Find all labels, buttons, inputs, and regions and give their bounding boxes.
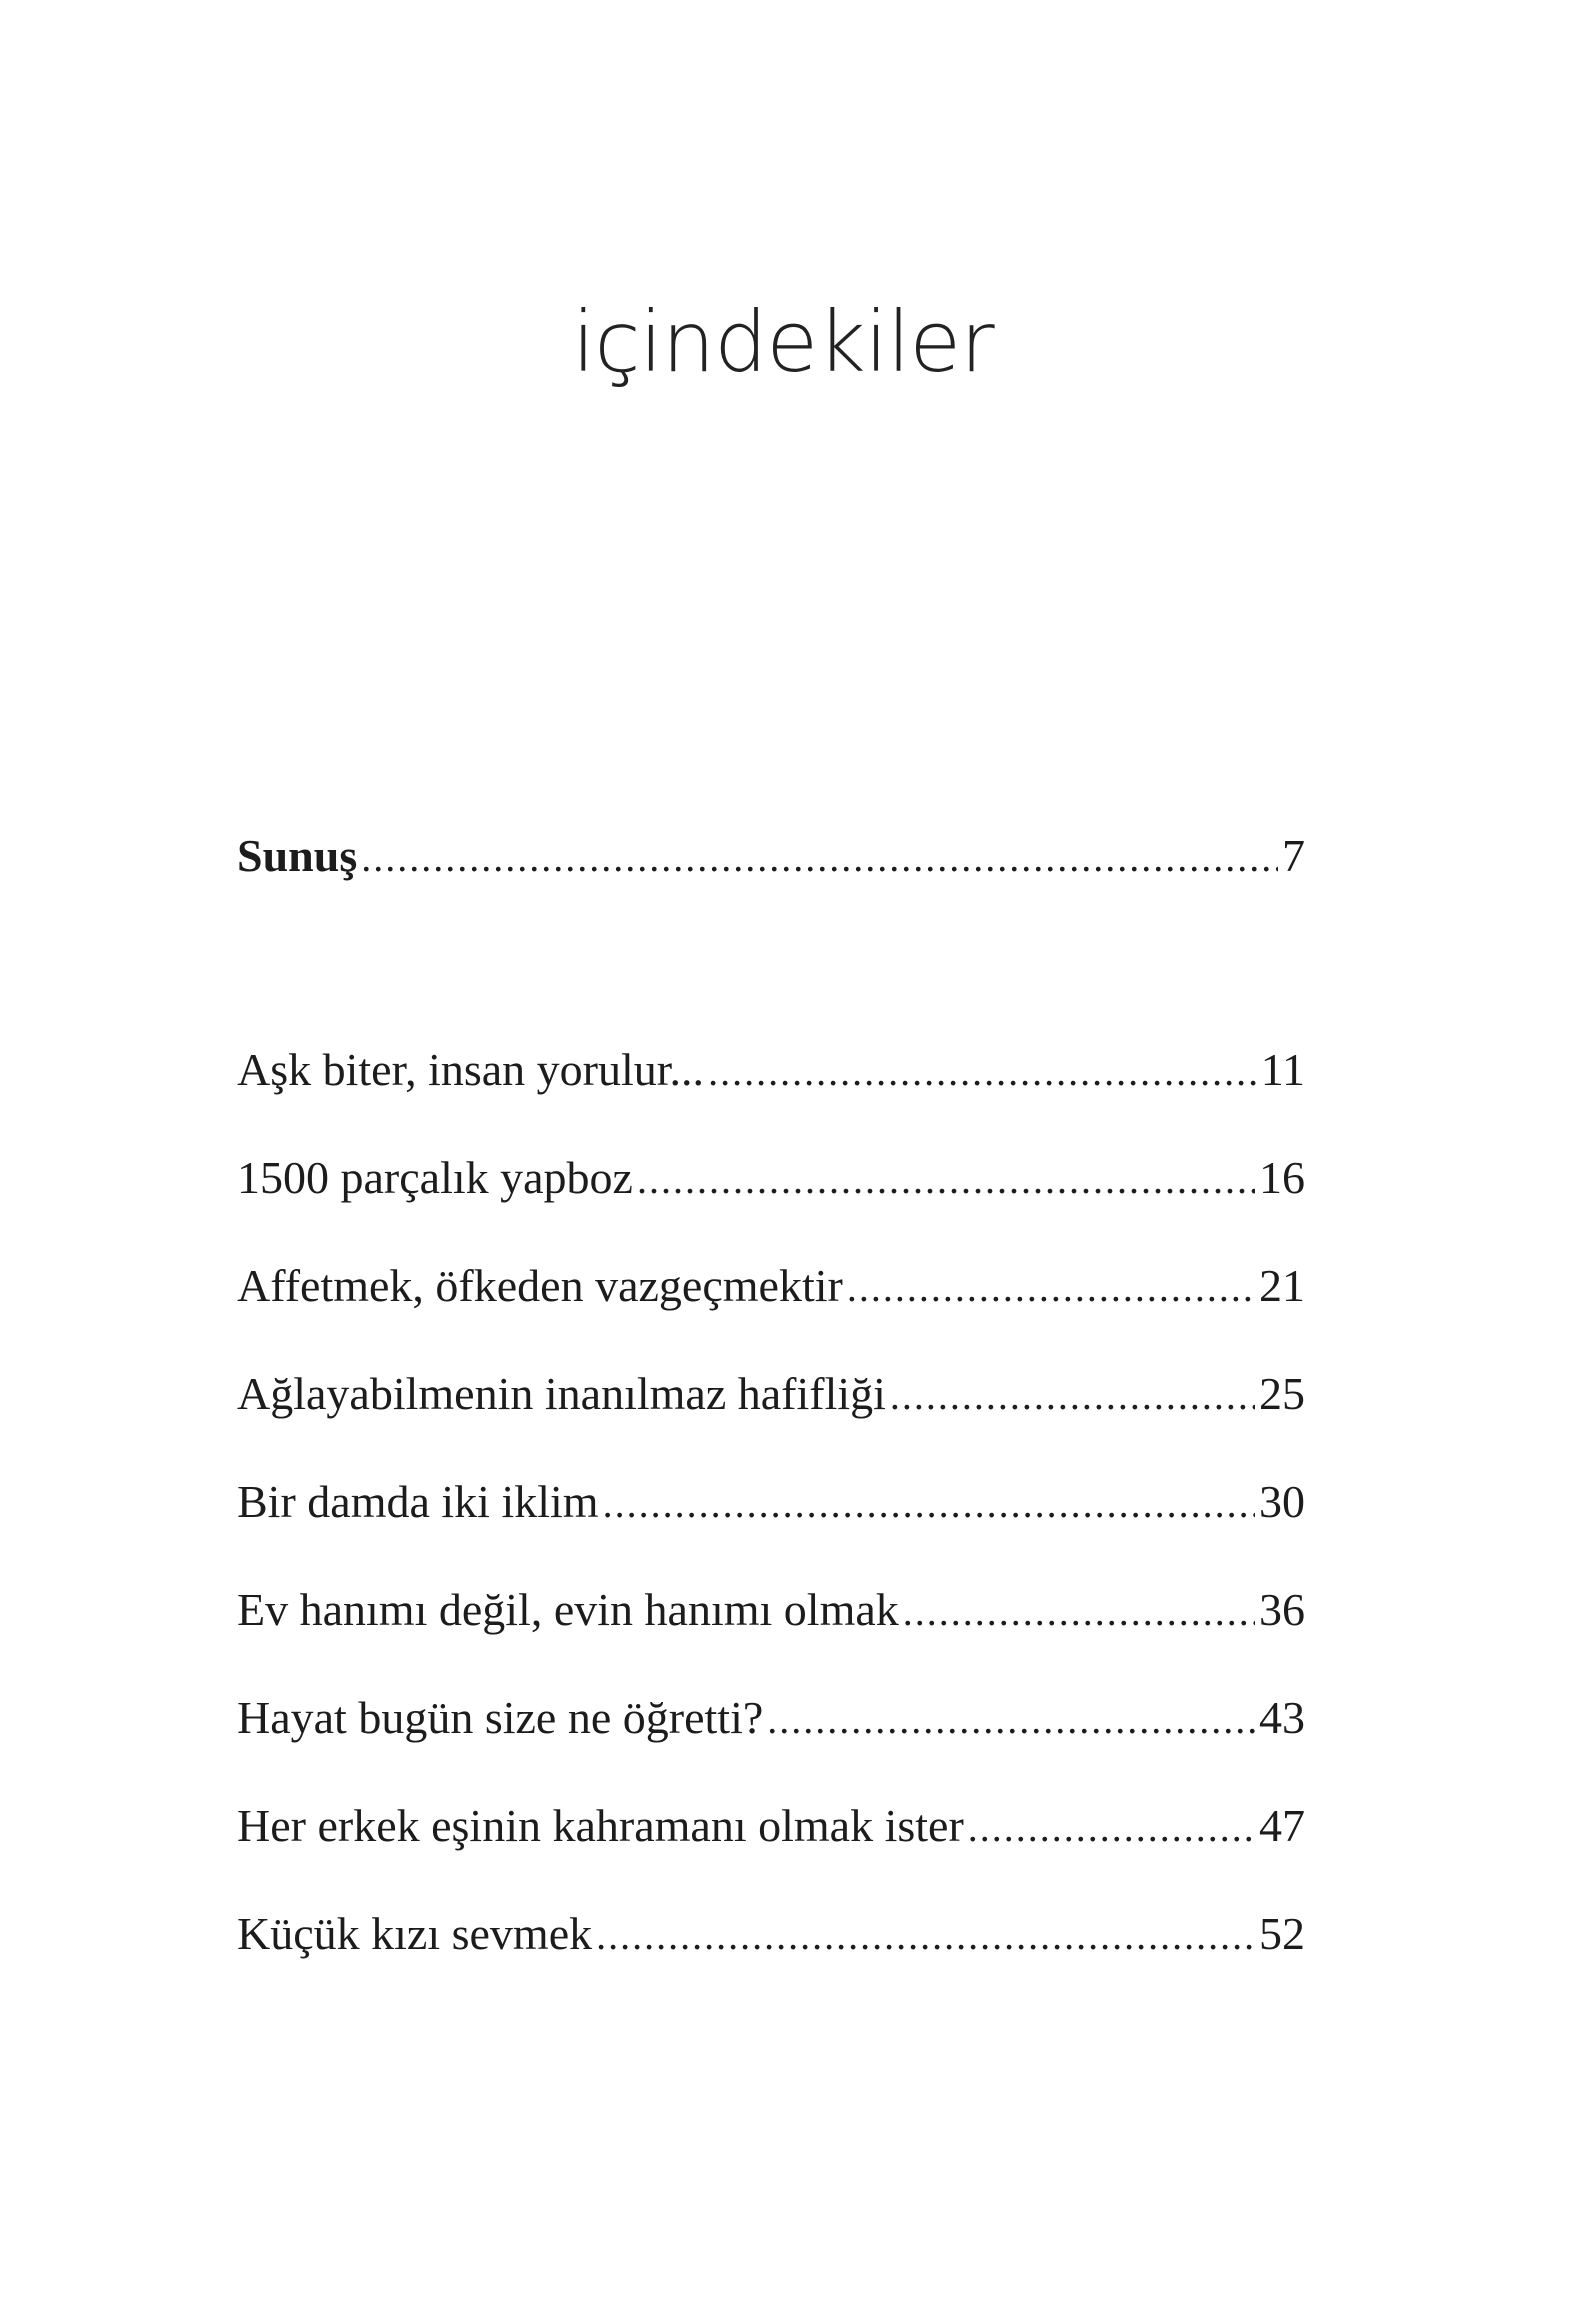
dot-leader [361,828,1278,888]
toc-entry[interactable] [237,1796,1305,1856]
toc-entry-label: Hayat bugün size ne öğretti? [237,1692,764,1743]
dot-leader [903,1582,1255,1642]
dot-leader [847,1258,1255,1318]
toc-entry-label: Aşk biter, insan yorulur... [237,1044,705,1095]
toc-entry-intro[interactable] [237,826,1305,886]
toc-entry-label: Ağlayabilmenin inanılmaz hafifliği [237,1368,886,1419]
toc-entry-label: Küçük kızı sevmek [237,1908,593,1959]
toc-entry[interactable] [237,1256,1305,1316]
toc-entry[interactable] [237,1580,1305,1640]
toc-entry-page: 16 [1259,1152,1305,1203]
toc-entry[interactable] [237,1148,1305,1208]
dot-leader [596,1906,1255,1966]
dot-leader [637,1150,1255,1210]
toc-entry-label: Ev hanımı değil, evin hanımı olmak [237,1584,899,1635]
toc-entry-page: 7 [1282,830,1305,881]
dot-leader [890,1366,1255,1426]
toc-entry-label: Affetmek, öfkeden vazgeçmektir [237,1260,843,1311]
dot-leader [603,1474,1255,1534]
toc-entry[interactable] [237,1688,1305,1748]
toc-entry[interactable] [237,1472,1305,1532]
toc-entry-page: 25 [1259,1368,1305,1419]
toc-entry[interactable] [237,1904,1305,1964]
toc-entry-page: 11 [1260,1044,1305,1095]
toc-entry-page: 21 [1259,1260,1305,1311]
toc-entry-label: Her erkek eşinin kahramanı olmak ister [237,1800,964,1851]
toc-entry-page: 30 [1259,1476,1305,1527]
toc-entry-label: Bir damda iki iklim [237,1476,599,1527]
toc-entry-page: 47 [1259,1800,1305,1851]
toc-entry-page: 52 [1259,1908,1305,1959]
toc-entry[interactable] [237,1364,1305,1424]
toc-entry-page: 36 [1259,1584,1305,1635]
dot-leader [708,1042,1257,1102]
dot-leader [767,1690,1255,1750]
toc-entry-label: 1500 parçalık yapboz [237,1152,633,1203]
toc-entry-label: Sunuş [237,830,358,881]
dot-leader [968,1798,1255,1858]
toc-entry[interactable] [237,1040,1305,1100]
toc-entry-page: 43 [1259,1692,1305,1743]
page-title: içindekiler [572,293,994,391]
